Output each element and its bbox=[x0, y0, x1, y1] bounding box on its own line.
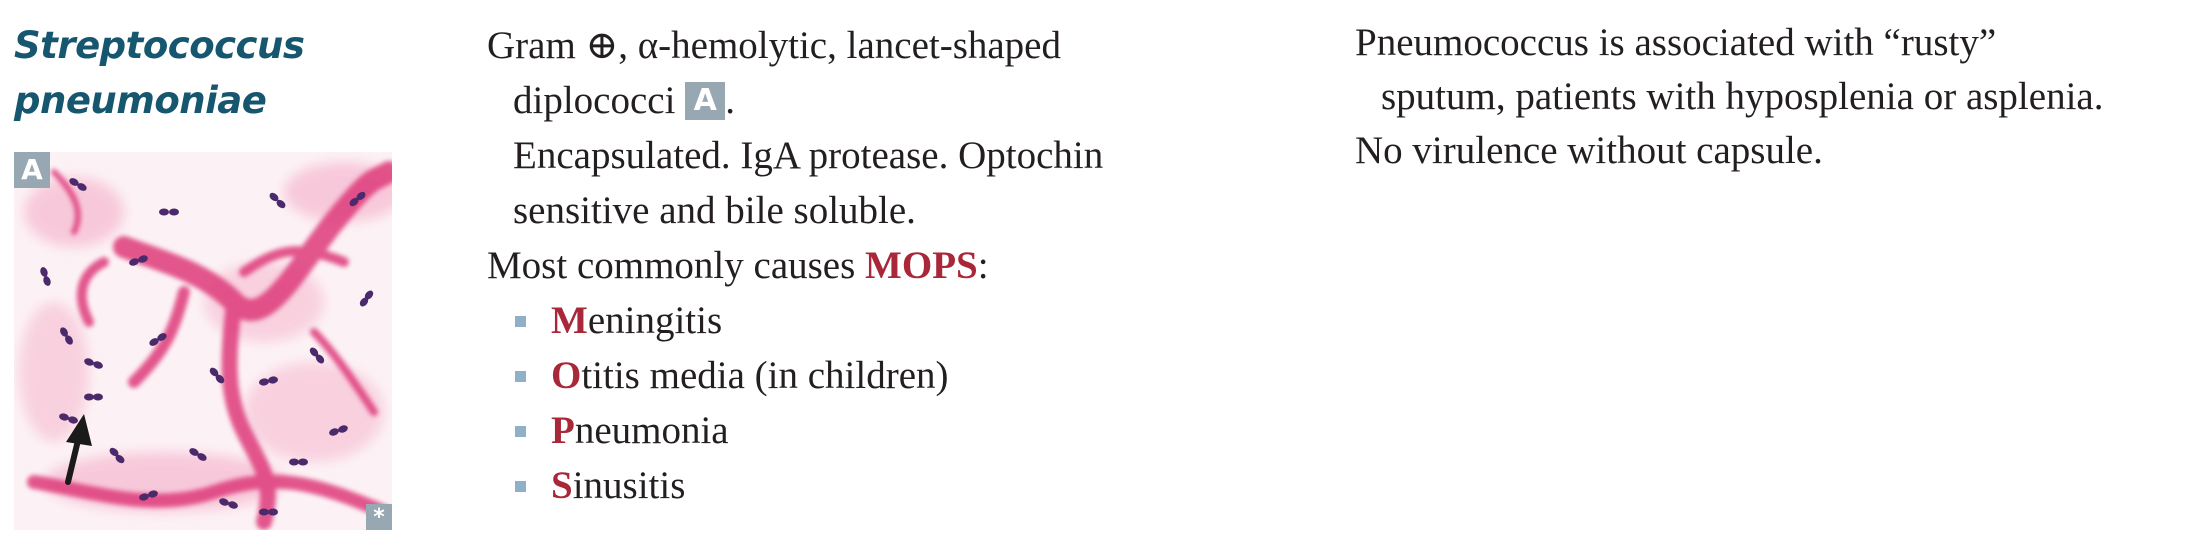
micrograph-gram-stain-icon bbox=[14, 152, 392, 530]
mops-suffix: : bbox=[977, 244, 989, 287]
description-block bbox=[487, 18, 1307, 513]
list-item bbox=[487, 458, 1307, 513]
micrograph-image bbox=[14, 152, 392, 530]
bullet-square-icon bbox=[515, 371, 526, 382]
mops-item-rest: neumonia bbox=[574, 409, 729, 452]
mops-prefix: Most commonly causes bbox=[487, 244, 856, 287]
description-line3: Encapsulated. IgA protease. Optochin bbox=[513, 134, 1104, 177]
bullet-square-icon bbox=[515, 426, 526, 437]
mops-item-letter: S bbox=[551, 464, 573, 507]
description-line1: Gram ⊕, α-hemolytic, lancet-shaped bbox=[487, 24, 1061, 67]
mops-item-rest: eningitis bbox=[587, 299, 723, 342]
organism-title-block bbox=[14, 18, 434, 128]
clinical-notes-block bbox=[1355, 16, 2175, 178]
description-line2 bbox=[487, 73, 1307, 128]
bullet-square-icon bbox=[515, 316, 526, 327]
mops-item-letter: M bbox=[551, 299, 588, 342]
mops-item-rest: inusitis bbox=[572, 464, 686, 507]
description-line4: sensitive and bile soluble. bbox=[513, 189, 916, 232]
list-item bbox=[487, 293, 1307, 348]
list-item bbox=[487, 348, 1307, 403]
bullet-square-icon bbox=[515, 481, 526, 492]
image-corner-mark: * bbox=[366, 504, 392, 530]
description-line2-text: diplococci bbox=[513, 79, 676, 122]
mops-item-letter: O bbox=[551, 354, 582, 397]
mops-heading bbox=[487, 238, 1307, 293]
organism-title-line1: Streptococcus bbox=[14, 24, 305, 67]
mops-item-rest: titis media (in children) bbox=[581, 354, 949, 397]
mops-item-letter: P bbox=[551, 409, 575, 452]
notes-line3: No virulence without capsule. bbox=[1355, 129, 1823, 172]
mops-acronym: MOPS bbox=[865, 244, 978, 287]
list-item bbox=[487, 403, 1307, 458]
organism-title-line2: pneumoniae bbox=[14, 79, 267, 122]
image-panel-label: A bbox=[14, 152, 50, 188]
description-line2-end: . bbox=[725, 79, 735, 122]
notes-line1: Pneumococcus is associated with “rusty” bbox=[1355, 21, 1997, 64]
mops-list bbox=[487, 293, 1307, 513]
notes-line2: sputum, patients with hyposplenia or asplenia. bbox=[1381, 75, 2104, 118]
figure-ref-label: A bbox=[685, 82, 725, 120]
